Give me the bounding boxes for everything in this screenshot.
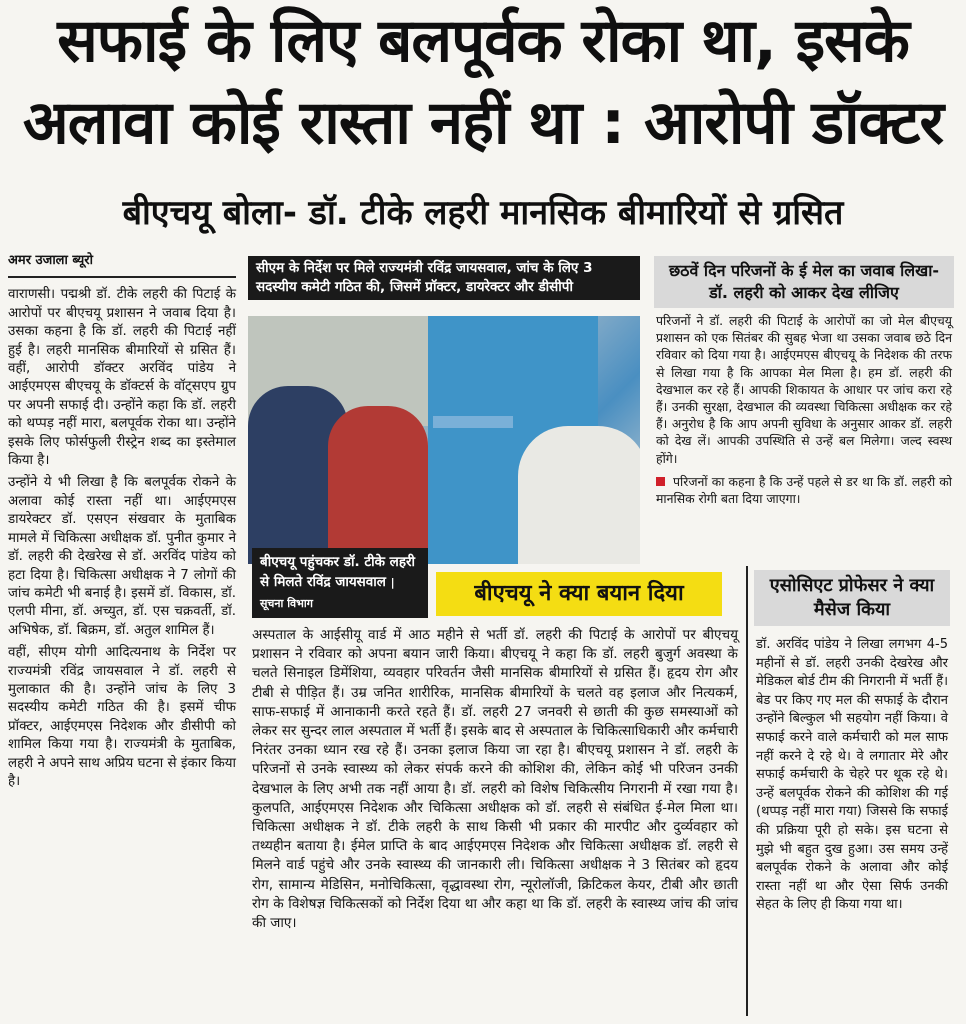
left-paragraph-2: उन्होंने ये भी लिखा है कि बलपूर्वक रोकने के अलावा कोई रास्ता नहीं था। आईएमएस डायरेक्टर डॉ. एसएन संखवार के मुताबिक मामले में चिकित्सा अधीक्षक डॉ. पुनीत कुमार ने डॉ. लहरी की देखरेख से डॉ. अरविंद पांडेय को हटा दिया है। चिकित्सा अधीक्षक ने 7 लोगों की जांच कमेटी भी बनाई है। इसमें डॉ. विकास, डॉ. एलपी मीना, डॉ. अच्युत, डॉ. एस चक्रवर्ती, डॉ. अभिषेक, डॉ. बिक्रम, डॉ. अतुल शामिल हैं। <box>8 475 236 638</box>
headline-line-2: अलावा कोई रास्ता नहीं था : आरोपी डॉक्टर <box>22 88 944 158</box>
associate-prof-heading: एसोसिएट प्रोफेसर ने क्या मैसेज किया <box>754 570 950 626</box>
subheadline: बीएचयू बोला- डॉ. टीके लहरी मानसिक बीमारियों से ग्रसित <box>122 193 844 233</box>
left-paragraph-3: वहीं, सीएम योगी आदित्यनाथ के निर्देश पर राज्यमंत्री रविंद्र जायसवाल ने डॉ. लहरी से मुलाकात की है। उन्होंने जांच के लिए 3 सदस्यीय कमेटी गठित की है। इसमें चीफ प्रॉक्टर, आईएमएस निदेशक और डीसीपी को शामिल किया गया है। राज्यमंत्री के मुताबिक, लहरी ने अपने साथ अप्रिय घटना से इंकार किया है। <box>8 645 236 789</box>
left-paragraph-1: वाराणसी। पद्मश्री डॉ. टीके लहरी की पिटाई के आरोपों पर बीएचयू प्रशासन ने जवाब दिया है। उसका कहना है कि डॉ. लहरी की पिटाई नहीं हुई है। लहरी मानसिक बीमारियों से ग्रसित हैं। वहीं, आरोपी डॉक्टर अरविंद पांडेय ने आईएमएस बीएचयू के डॉक्टर्स के वॉट्सएप ग्रुप पर अपनी सफाई दी। उन्होंने कहा कि डॉ. लहरी को थप्पड़ नहीं मारा, बलपूर्वक रोका था। उन्होंने इसके लिए फोर्सफुली रीस्ट्रेन शब्द का इस्तेमाल किया है। <box>8 287 236 469</box>
column-divider <box>746 566 748 1016</box>
photo-top-caption: सीएम के निर्देश पर मिले राज्यमंत्री रविंद्र जायसवाल, जांच के लिए 3 सदस्यीय कमेटी गठित की, जिसमें प्रॉक्टर, डायरेक्टर और डीसीपी <box>248 256 640 300</box>
headline-line-1: सफाई के लिए बलपूर्वक रोका था, इसके <box>57 6 909 76</box>
byline-divider <box>8 276 236 278</box>
email-box-text: परिजनों ने डॉ. लहरी की पिटाई के आरोपों का जो मेल बीएचयू प्रशासन को एक सितंबर की सुबह भेजा था उसका जवाब छठे दिन रविवार को दिया गया है। आईएमएस बीएचयू के निदेशक की तरफ से लिखा गया है कि आपका मेल मिला है। हम डॉ. लहरी की देखभाल कर रहे हैं। आपकी शिकायत के आधार पर जांच करा रहे हैं। उनकी सुरक्षा, देखभाल की व्यवस्था चिकित्सा अधीक्षक कर रहे हैं। अनुरोध है कि आप अपनी सुविधा के अनुसार आकर डॉ. लहरी को देख लें। आपकी उपस्थिति से उन्हें बल मिलेगा। जल्द स्वस्थ होंगे। <box>656 313 952 466</box>
photo-bottom-caption <box>252 548 428 618</box>
email-box-heading: छठवें दिन परिजनों के ई मेल का जवाब लिखा- डॉ. लहरी को आकर देख लीजिए <box>654 256 954 308</box>
associate-prof-text: डॉ. अरविंद पांडेय ने लिखा लगभग 4-5 महीनों से डॉ. लहरी उनकी देखरेख और मेडिकल बोर्ड टीम की निगरानी में भर्ती हैं। बेड पर किए गए मल की सफाई के दौरान उन्होंने बिल्कुल भी सहयोग नहीं किया। वे सफाई करने वाले कर्मचारी को मल साफ नहीं करने दे रहे थे। वे लगातार मेरे और सफाई कर्मचारी के चेहरे पर थूक रहे थे। उन्हें बलपूर्वक रोकने की कोशिश की गई (थप्पड़ नहीं मारा गया) जिससे कि सफाई की प्रक्रिया पूरी हो सके। इस घटना से मुझे भी बहुत दुख हुआ। उस समय उन्हें बलपूर्वक रोकने के अलावा और कोई रास्ता नहीं था और ऐसा सिर्फ उनकी सेहत के लिए ही किया गया था। <box>756 637 948 913</box>
photo-credit: | सूचना विभाग <box>260 576 395 610</box>
byline: अमर उजाला ब्यूरो <box>8 253 93 268</box>
email-box-body <box>656 312 952 511</box>
bhu-statement-body <box>252 626 738 937</box>
email-box-note <box>656 473 952 507</box>
bhu-statement-text: अस्पताल के आईसीयू वार्ड में आठ महीने से भर्ती डॉ. लहरी की पिटाई के आरोपों पर बीएचयू प्रशासन ने रविवार को अपना बयान जारी किया। बीएचयू ने कहा कि डॉ. लहरी बुजुर्ग अवस्था के चलते सिनाइल डिमेंशिया, व्यवहार परिवर्तन जैसी मानसिक बीमारियों से ग्रसित हैं। हृदय रोग और टीबी से पीड़ित हैं। उम्र जनित शारीरिक, मानसिक बीमारियों के चलते वह इलाज और नित्यकर्म, साफ-सफाई में आनाकानी करते रहते हैं। डॉ. लहरी 27 जनवरी से छाती की कुछ समस्याओं को लेकर सर सुन्दर लाल अस्पताल में भर्ती हैं। इसके बाद से अस्पताल के चिकित्साधिकारी और कर्मचारी निरंतर उनका ध्यान रख रहे हैं। उनका इलाज किया जा रहा है। बीएचयू प्रशासन ने डॉ. लहरी के परिजनों से उनके स्वास्थ्य को लेकर संपर्क करने की कोशिश की, लेकिन कोई भी परिजन उनकी देखभाल के लिए अभी तक नहीं आया है। डॉ. लहरी को विशेष चिकित्सीय निगरानी में रखा गया है। कुलपति, आईएमएस निदेशक और चिकित्सा अधीक्षक को डॉ. लहरी से संबंधित ई-मेल मिला था। चिकित्सा अधीक्षक ने डॉ. टीके लहरी के साथ किसी भी प्रकार की मारपीट और दुर्व्यवहार को तथ्यहीन बताया है। ईमेल प्राप्ति के बाद आईएमएस निदेशक और चिकित्सा अधीक्षक डॉ. लहरी से मिलने वार्ड पहुंचे और उनके स्वास्थ्य की जानकारी ली। चिकित्सा अधीक्षक ने 3 सितंबर को हृदय रोग, सामान्य मेडिसिन, मनोचिकित्सा, वृद्धावस्था रोग, न्यूरोलॉजी, क्रिटिकल केयर, टीबी और छाती रोग के विशेषज्ञ चिकित्सकों को निर्देश दिया था और कहा था कि डॉ. लहरी के स्वास्थ्य जांच की जांच की जाए। <box>252 627 738 932</box>
left-column <box>8 252 236 795</box>
email-note-text: परिजनों का कहना है कि उन्हें पहले से डर था कि डॉ. लहरी को मानसिक रोगी बता दिया जाएगा। <box>656 473 952 507</box>
news-photo <box>248 316 640 564</box>
associate-prof-body <box>756 636 948 919</box>
bullet-icon <box>656 477 665 486</box>
photo-caption-text: बीएचयू पहुंचकर डॉ. टीके लहरी से मिलते रविंद्र जायसवाल <box>260 554 416 590</box>
bhu-statement-heading: बीएचयू ने क्या बयान दिया <box>436 572 722 616</box>
